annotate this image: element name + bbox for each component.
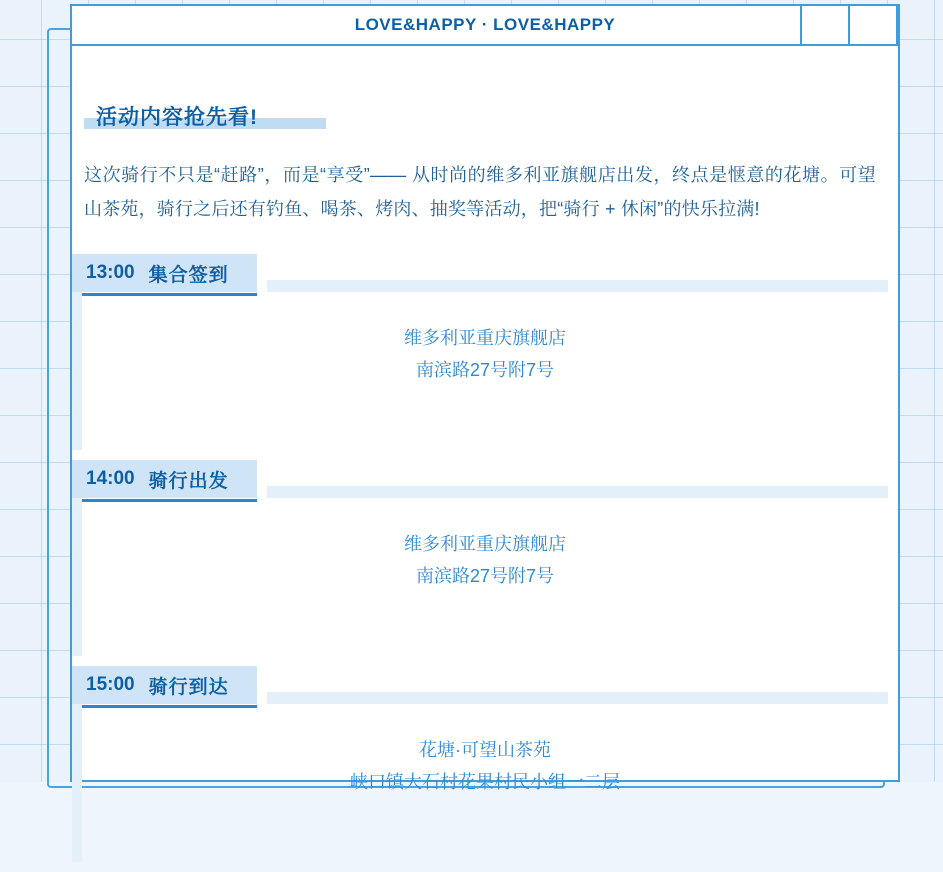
schedule-item-time: 14:00 <box>86 468 135 489</box>
schedule-item <box>72 666 898 872</box>
schedule-list <box>72 254 898 872</box>
schedule-item-address: 南滨路27号附7号 <box>415 360 555 380</box>
intro-paragraph: 这次骑行不只是“赶路”，而是“享受”—— 从时尚的维多利亚旗舰店出发，终点是惬意的花塘。可望山茶苑，骑行之后还有钓鱼、喝茶、烤肉、抽奖等活动，把“骑行 + 休闲”的快乐拉满! <box>84 165 876 219</box>
schedule-item-fill <box>267 692 888 704</box>
schedule-item-header <box>72 460 898 498</box>
section-title: 活动内容抢先看! <box>96 106 258 129</box>
schedule-item-venue: 维多利亚重庆旗舰店 <box>404 534 566 554</box>
section-title-block <box>84 101 258 131</box>
schedule-item-venue: 花塘·可望山茶苑 <box>419 740 551 760</box>
header-divider-3 <box>896 6 898 44</box>
card-body <box>72 46 898 792</box>
schedule-item-name: 骑行出发 <box>148 470 229 492</box>
content-card <box>70 4 900 792</box>
schedule-item-body <box>72 498 898 666</box>
schedule-item-header <box>72 666 898 704</box>
schedule-item-body <box>72 292 898 460</box>
schedule-item-accent <box>72 292 82 450</box>
schedule-item-time: 13:00 <box>86 262 135 283</box>
schedule-item-header <box>72 254 898 292</box>
schedule-item <box>72 254 898 460</box>
schedule-item-accent <box>72 704 82 862</box>
schedule-item-time: 15:00 <box>86 674 135 695</box>
schedule-item-body <box>72 704 898 872</box>
schedule-item-venue: 维多利亚重庆旗舰店 <box>404 328 566 348</box>
schedule-item-name: 骑行到达 <box>148 676 229 698</box>
header-divider-1 <box>800 6 802 44</box>
header-title: LOVE&HAPPY · LOVE&HAPPY <box>354 15 616 34</box>
schedule-item-name: 集合签到 <box>148 264 229 286</box>
schedule-item-fill <box>267 486 888 498</box>
schedule-item-address: 南滨路27号附7号 <box>415 566 555 586</box>
schedule-item <box>72 460 898 666</box>
card-header <box>72 6 898 46</box>
schedule-item-address: 峡口镇大石村花果村民小组一二层 <box>350 772 620 792</box>
header-divider-2 <box>848 6 850 44</box>
schedule-item-accent <box>72 498 82 656</box>
schedule-item-fill <box>267 280 888 292</box>
